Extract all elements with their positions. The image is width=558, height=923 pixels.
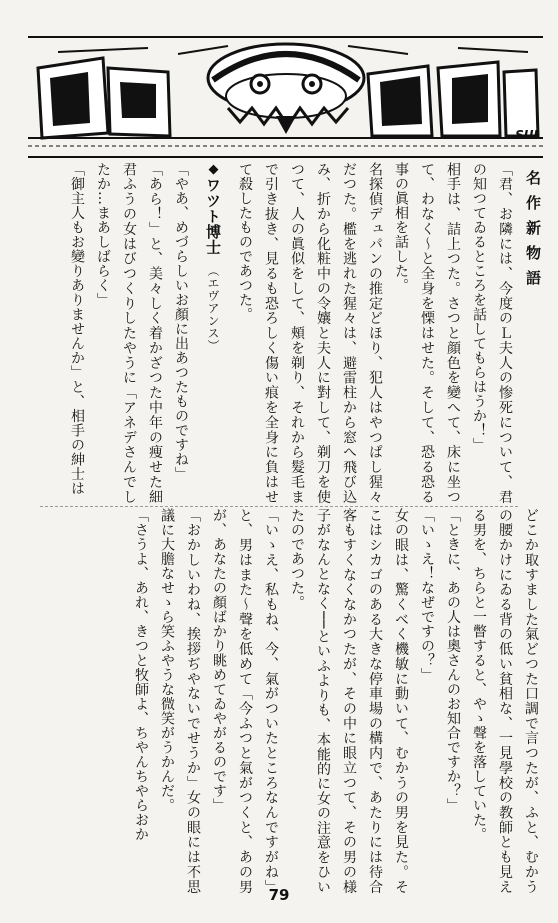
header-illustration: [28, 36, 543, 158]
section-heading: [200, 162, 226, 504]
paragraph: 「さうよ、あれ、きつと牧師よ、ちやんちやらおか: [133, 508, 149, 842]
heading-marker: ◆: [206, 162, 221, 178]
page-number: 79: [268, 886, 290, 904]
paragraph: 「御主人もお變りありませんか」と、相手の紳士は: [69, 162, 85, 496]
paragraph: どこか取すました氣どつた口調で言つたが、ふと、むかうの腰かけにゐる背の低い貧相な、一見學校の教師とも見える男を、ちらと一瞥すると、やゝ聲を落していた。: [471, 508, 539, 894]
paragraph: 「やあ、めづらしいお顏に出あつたものですね」: [173, 162, 189, 481]
heading-title: ワツト博士: [204, 177, 222, 255]
illustration-graphic: [28, 38, 543, 156]
series-label: 名作新物語: [524, 170, 542, 295]
block-divider: [40, 506, 518, 507]
upper-text-block: [58, 162, 518, 504]
paragraph: 「いゝえ！なぜですの？」: [419, 508, 435, 682]
paragraph: 「いゝえ、私もね、今、氣がついたところなんですがね」と、男はまた〜聲を低めて「今ふつと氣がつくと、あの男が、あなたの顏ばかり眺めてゐやがるのです」: [211, 508, 279, 894]
paragraph: 相手は、詰上つた。さつと顔色を變へて、床に坐つて、わなく〜と全身を慄はせた。そして、恐る恐る事の眞相を話した。: [393, 162, 461, 504]
paragraph: 「あら！」と、美々しく着かざつた中年の痩せた細君ふうの女はびつくりしたやうに「アネデさんでしたか…まあしばらく」: [95, 162, 163, 504]
paragraph: 「君、お隣には、今度のＬ夫人の惨死について、君の知つてゐるところを話してもらはうか！」: [471, 162, 513, 504]
lower-text-block: [54, 508, 544, 894]
paragraph: 「ときに、あの人は奧さんのお知合ですか？」: [445, 508, 461, 813]
paragraph: 「おかしいわね、挨拶ぢやないでせうか」女の眼には不思議に大膽なせゝら笑ふやうな微笑がうかんだ。: [159, 508, 201, 894]
illustrator-signature: SUI: [515, 128, 538, 142]
heading-author: （エヴアンス）: [206, 270, 220, 352]
paragraph: 女の眼は、驚くべく機敏に動いて、むかうの男を見た。そこはシカゴのある大きな停車場の構内で、あたりには待合客もすくなくなかつたが、その中に眼立つて、その男の様子がなんとなく──といふよりも、本能的に女の注意をひいたのであつた。: [289, 508, 409, 894]
paragraph: 名探偵デュパンの推定どほり、犯人はやつぱし猩々だつた。檻を逃れた猩々は、避雷柱から窓へ飛び込み、折から化粧中の令孃と夫人に對して、剃刀を使つて、人の眞似をして、頰を剃り、それから髮毛まで引き抜き、見るも恐ろしく傷い痕を全身に負はせて殺したものであつた。: [237, 162, 383, 504]
